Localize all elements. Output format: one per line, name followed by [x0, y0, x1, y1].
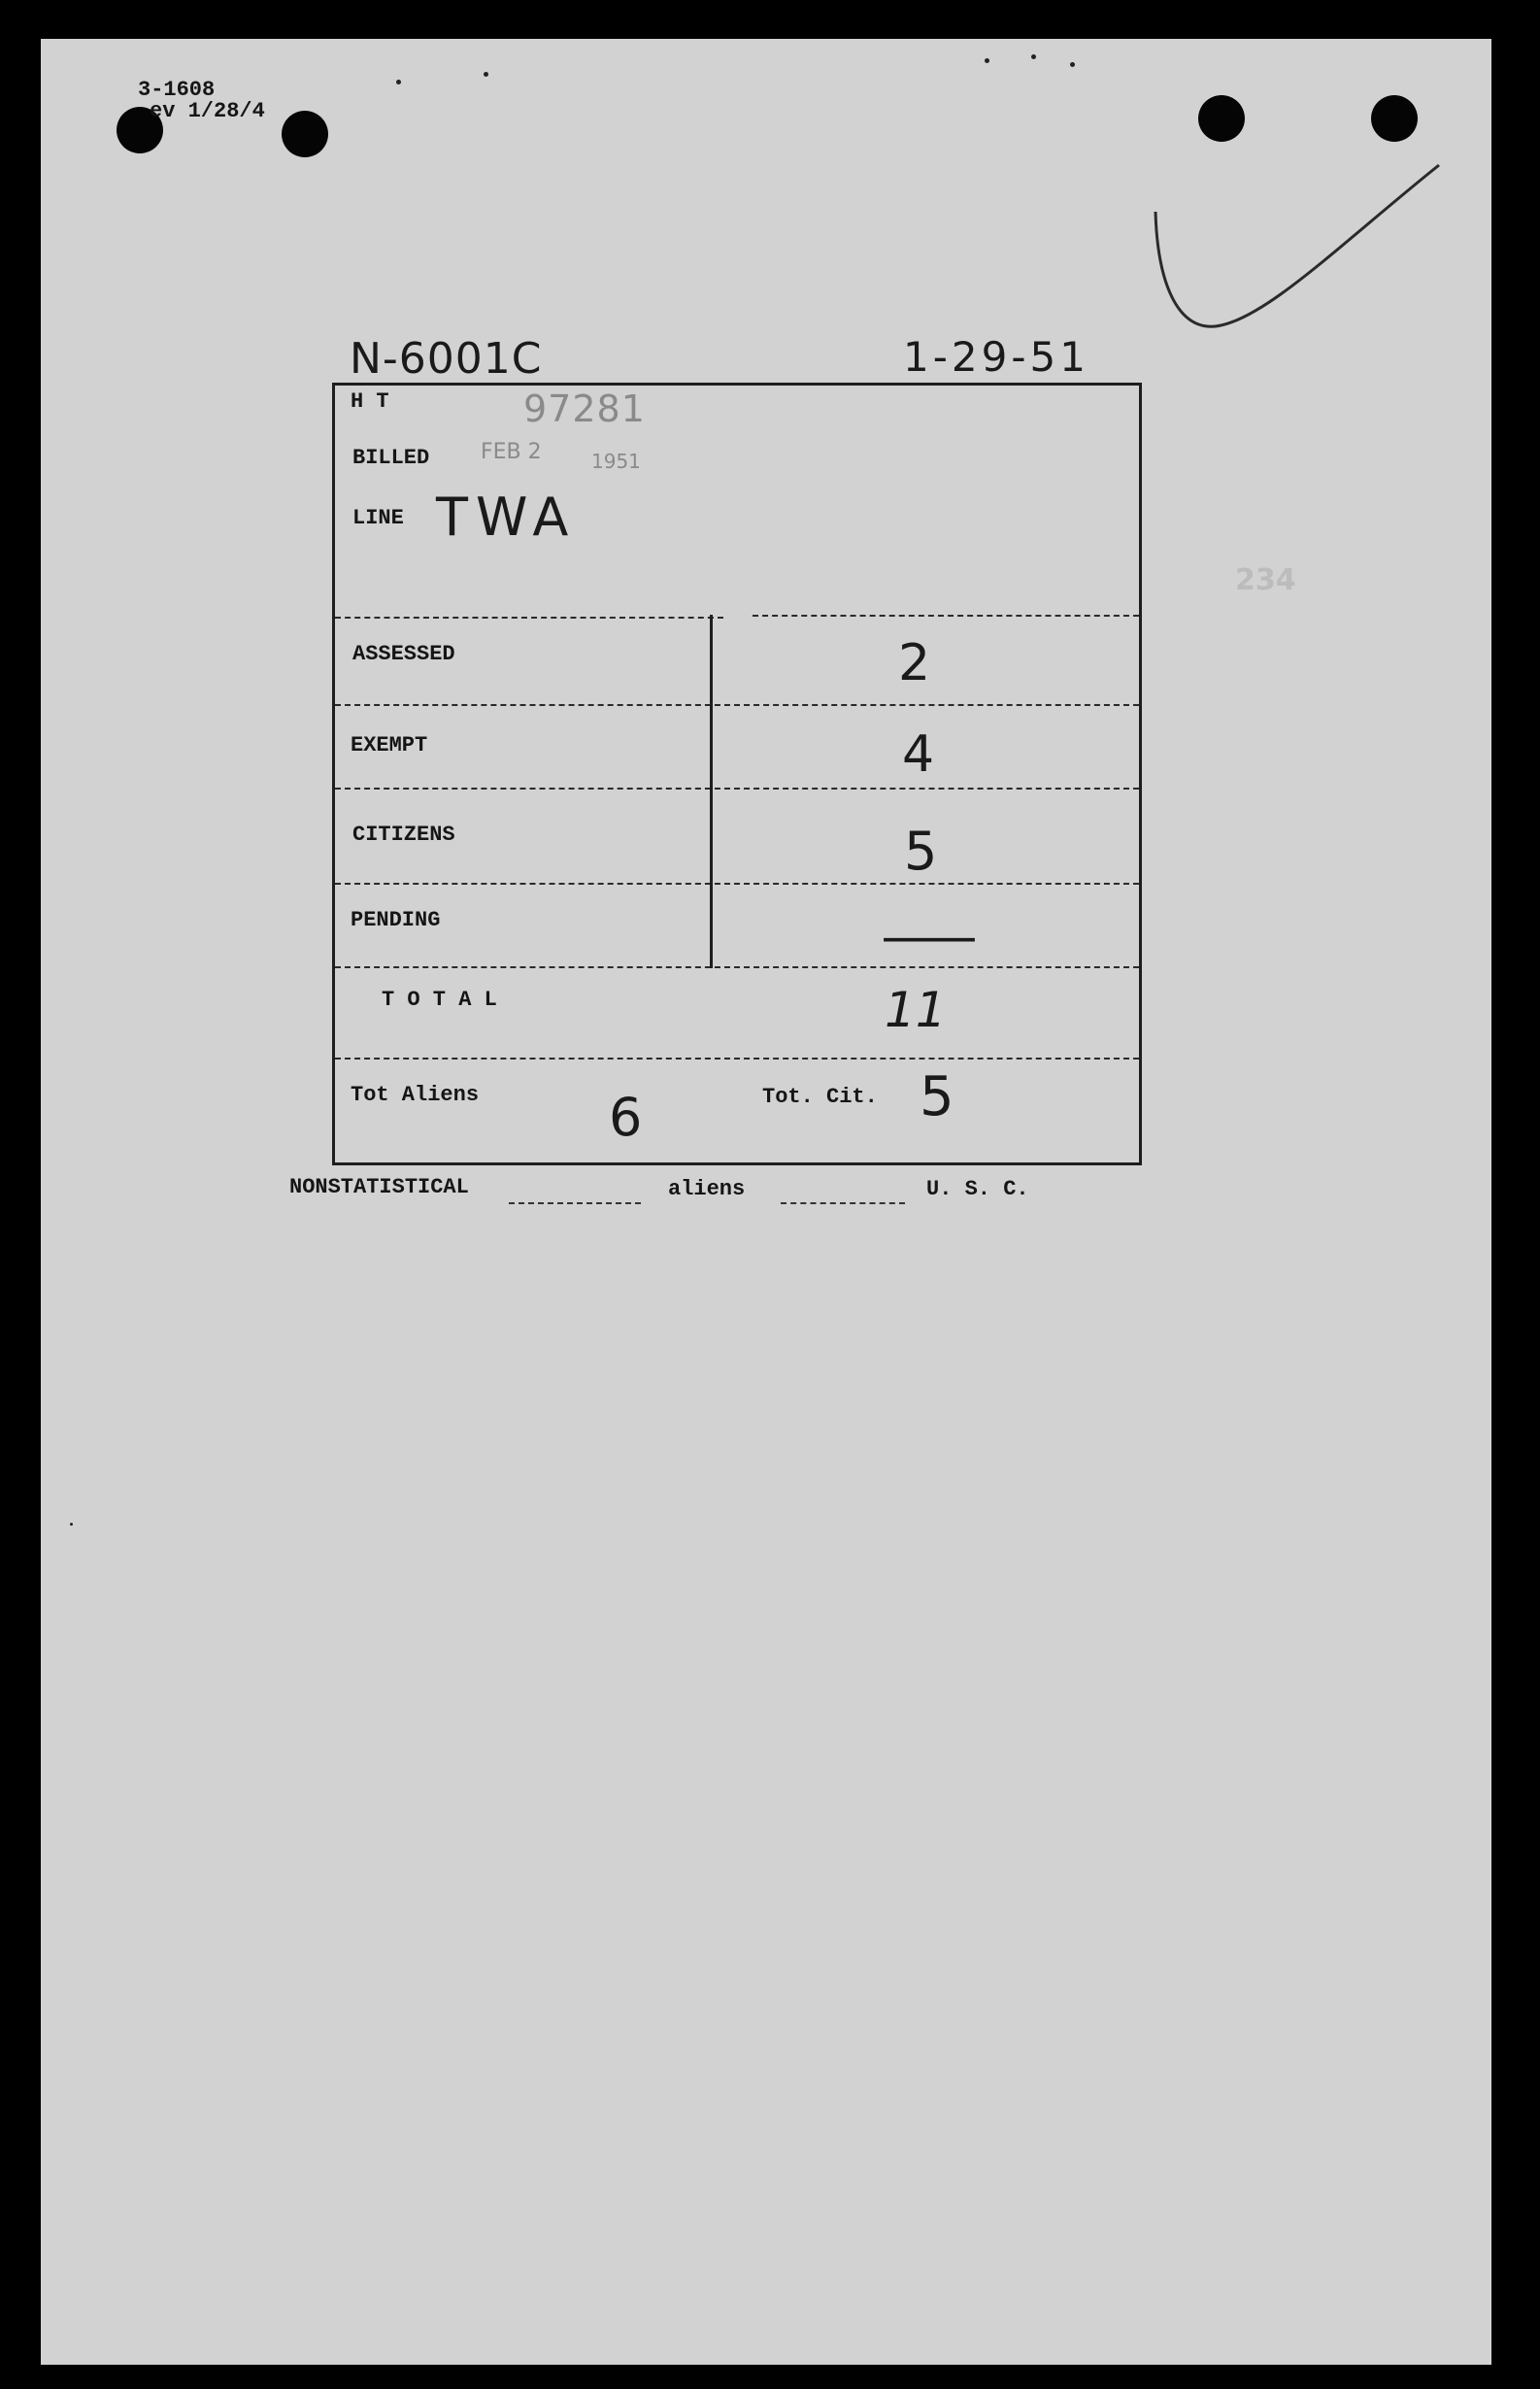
- check-mark-icon: [1148, 136, 1458, 379]
- punch-hole-left-2: [282, 111, 328, 157]
- punch-hole-right-2: [1371, 95, 1418, 142]
- form-revision: ev 1/28/4: [150, 99, 265, 123]
- row-divider: [335, 617, 723, 619]
- nonstat-usc-label: U. S. C.: [926, 1177, 1029, 1201]
- speck: [484, 72, 488, 77]
- column-divider: [710, 615, 713, 968]
- nonstat-aliens-blank: [509, 1202, 641, 1204]
- line-label: LINE: [352, 506, 404, 530]
- ht-stamp-number: 97281: [523, 387, 646, 430]
- margin-stamp: 234: [1235, 563, 1296, 597]
- ht-label: H T: [351, 389, 389, 414]
- billed-stamp-year: 1951: [591, 450, 641, 473]
- row-value-exempt: 4: [902, 725, 935, 784]
- row-divider: [753, 615, 1139, 617]
- speck: [1031, 54, 1036, 59]
- row-label-pending: PENDING: [351, 908, 441, 932]
- billed-label: BILLED: [352, 446, 430, 470]
- row-label-assessed: ASSESSED: [352, 642, 455, 666]
- punch-hole-right-1: [1198, 95, 1245, 142]
- row-value-citizens: 5: [904, 821, 938, 882]
- speck: [70, 1523, 73, 1526]
- tot-aliens-value: 6: [609, 1087, 643, 1148]
- nonstat-usc-blank: [781, 1202, 905, 1204]
- row-divider: [335, 788, 1139, 790]
- billed-stamp-month: FEB 2: [481, 440, 542, 464]
- speck: [1070, 62, 1075, 67]
- row-label-citizens: CITIZENS: [352, 823, 455, 847]
- row-label-exempt: EXEMPT: [351, 733, 428, 757]
- row-divider: [335, 883, 1139, 885]
- tot-cit-value: 5: [920, 1065, 954, 1128]
- form-number: 3-1608: [138, 78, 216, 102]
- record-date: 1-29-51: [903, 333, 1089, 381]
- total-label: T O T A L: [382, 988, 497, 1012]
- nonstatistical-label: NONSTATISTICAL: [289, 1175, 469, 1199]
- document-page: [41, 39, 1491, 2365]
- total-value: 11: [885, 982, 947, 1038]
- speck: [396, 80, 401, 84]
- flight-number: N-6001C: [350, 334, 543, 384]
- tally-box: [332, 383, 1142, 1165]
- line-value: TWA: [436, 487, 577, 548]
- row-divider: [335, 966, 1139, 968]
- tot-aliens-label: Tot Aliens: [351, 1083, 480, 1107]
- tot-cit-label: Tot. Cit.: [762, 1085, 878, 1109]
- row-divider: [335, 704, 1139, 706]
- nonstat-aliens-label: aliens: [668, 1177, 746, 1201]
- row-divider: [335, 1058, 1139, 1060]
- row-value-pending: —: [879, 908, 980, 966]
- row-value-assessed: 2: [898, 634, 931, 692]
- speck: [985, 58, 989, 63]
